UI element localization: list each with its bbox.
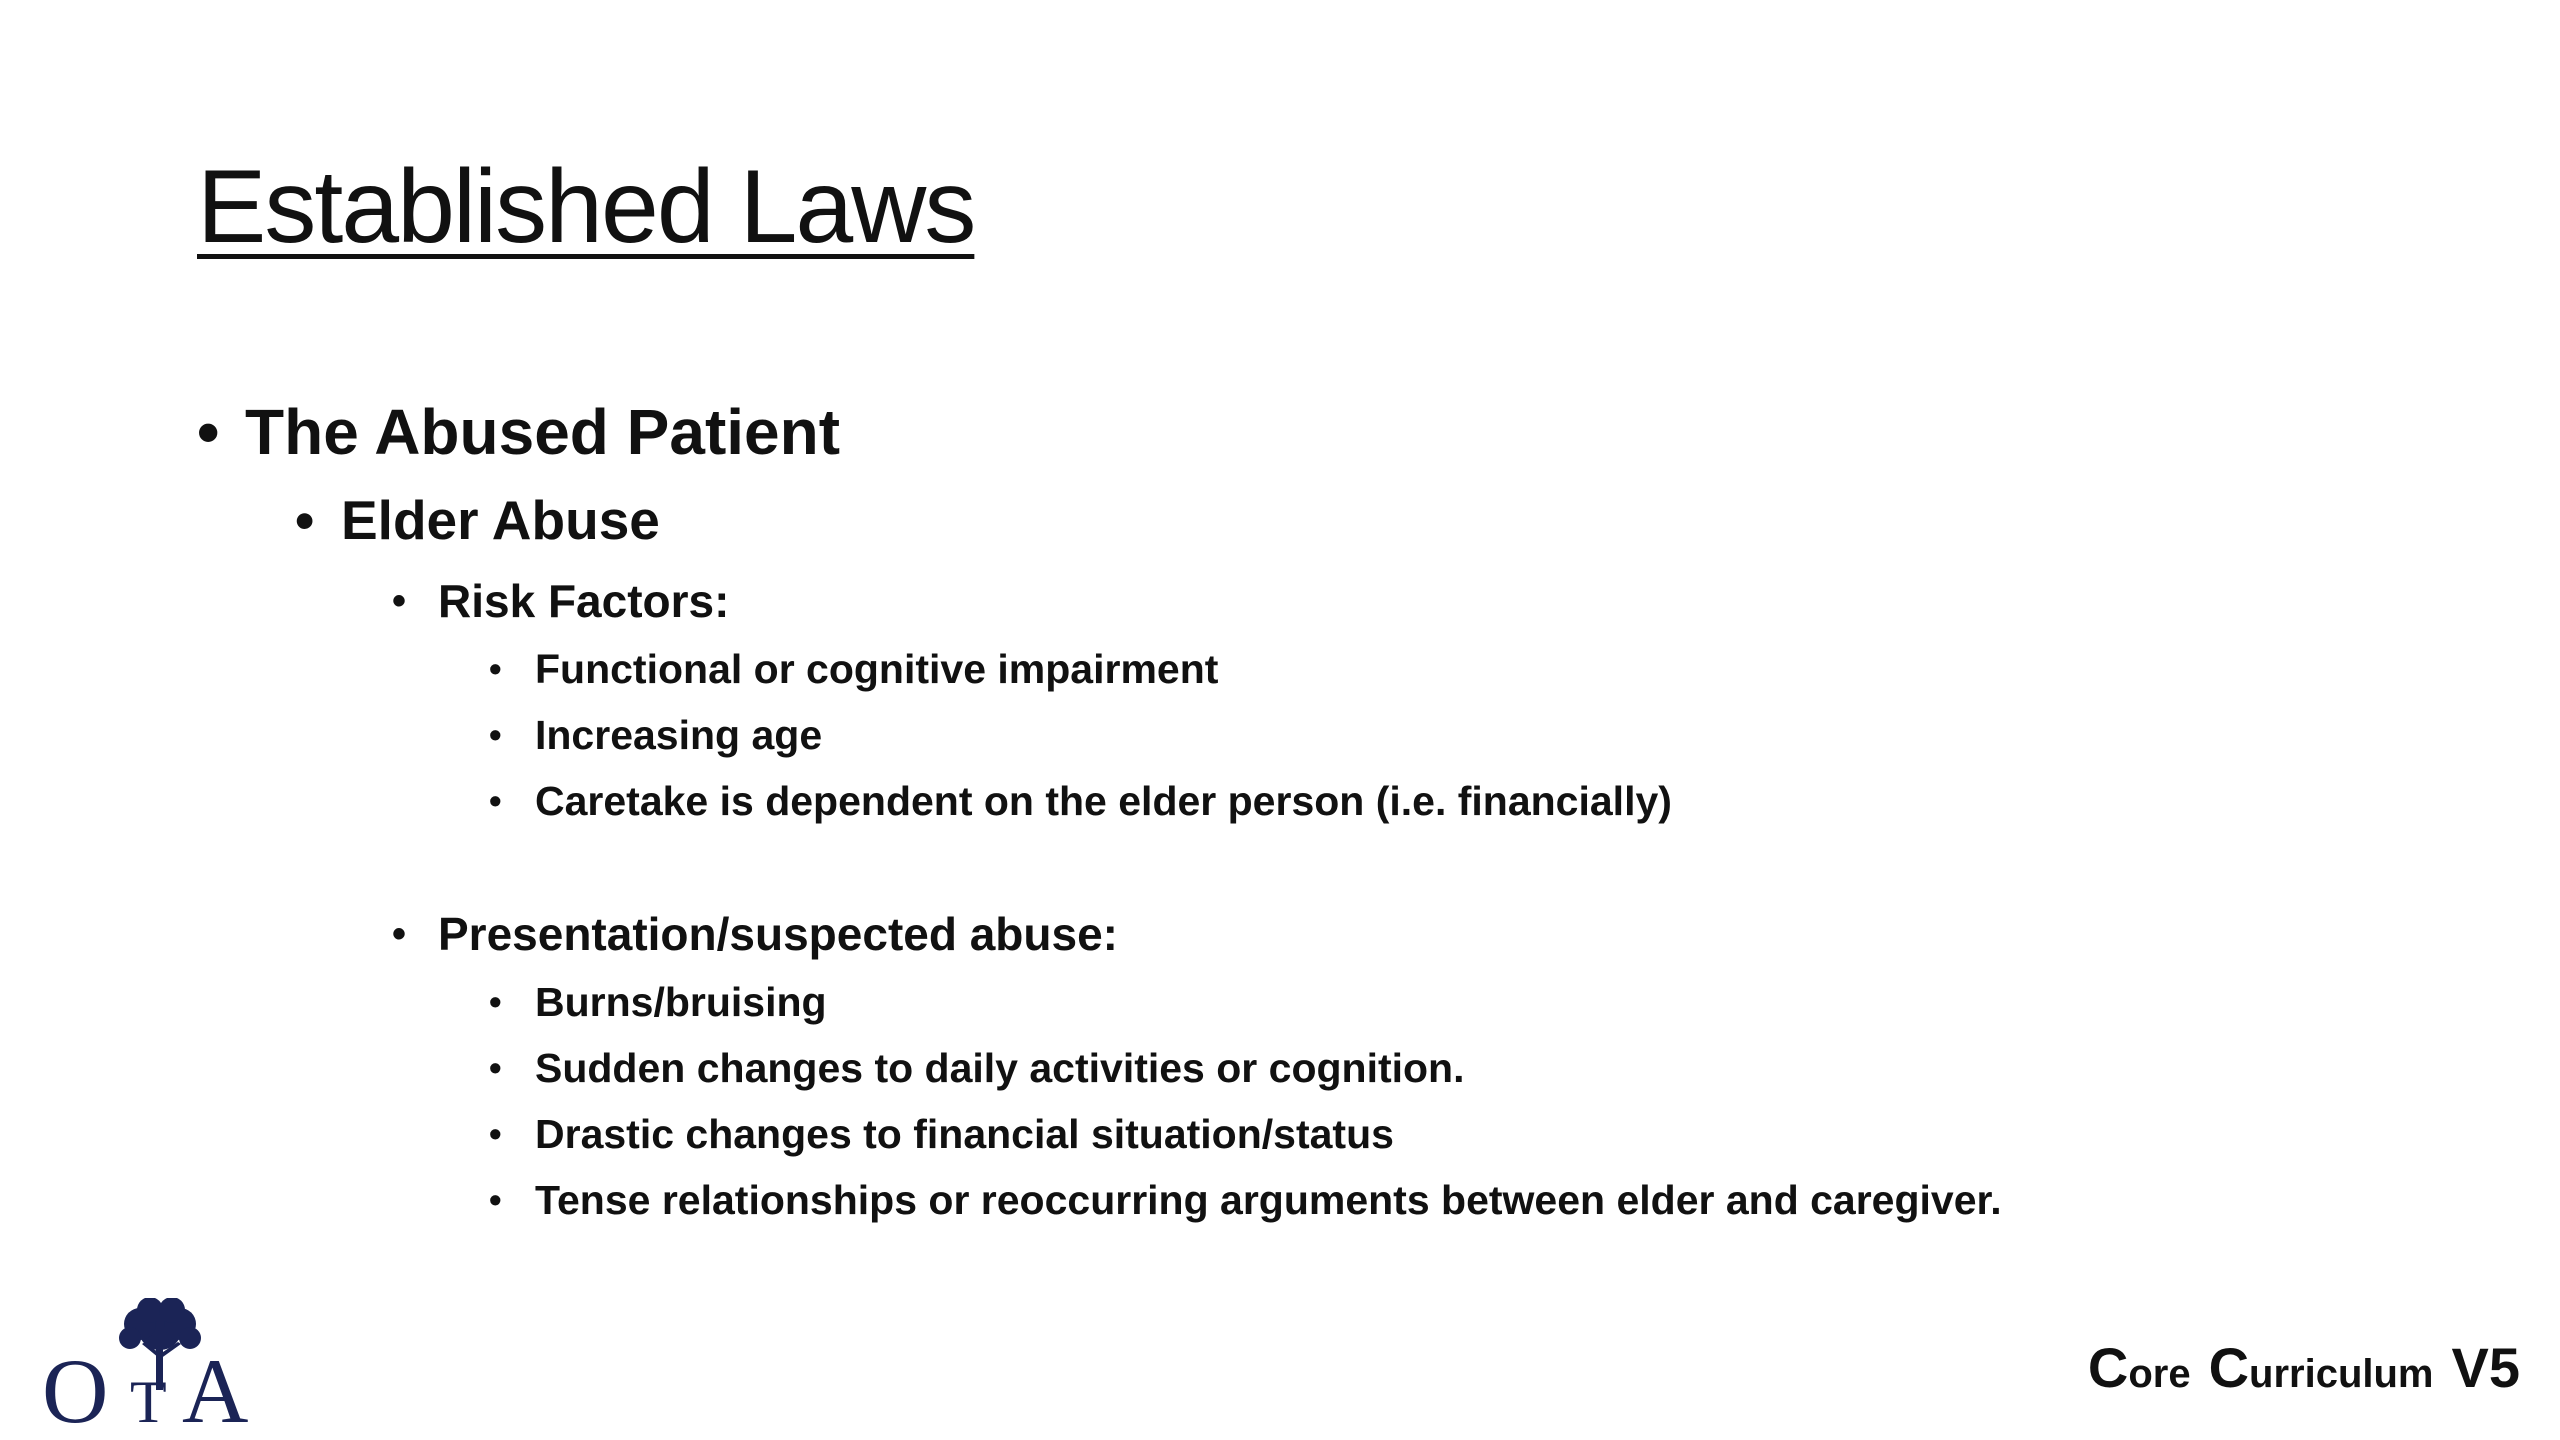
bullet-dot: • [489,981,502,1022]
bullet-level1 [197,392,840,472]
list-item [489,773,1672,829]
bullet-dot: • [489,714,502,755]
bullet-dot: • [489,1113,502,1154]
list-item [489,1040,1465,1096]
bullet-dot: • [392,912,407,956]
slide-title: Established Laws [197,149,975,265]
list-item [489,641,1218,697]
svg-text:T: T [130,1369,167,1430]
brand-c2-rest: urriculum [2249,1352,2434,1396]
list-item-text: Functional or cognitive impairment [535,646,1219,692]
bullet-dot: • [197,396,220,468]
svg-text:O: O [42,1340,109,1430]
bullet-dot: • [392,579,407,623]
list-item-text: Drastic changes to financial situation/status [535,1111,1394,1157]
list-item [489,707,822,763]
list-item-text: Increasing age [535,712,823,758]
bullet-dot: • [489,1047,502,1088]
svg-text:A: A [182,1340,249,1430]
risk-factors-heading [392,571,729,631]
list-item-text: Burns/bruising [535,979,827,1025]
bullet-level2-text: Elder Abuse [341,489,660,551]
list-item [489,974,827,1030]
brand-c1: C [2087,1336,2129,1399]
ota-logo [42,1298,252,1430]
core-curriculum-brand [2088,1335,2520,1400]
presentation-heading [392,904,1118,964]
bullet-dot: • [489,648,502,689]
bullet-dot: • [295,489,315,551]
brand-c1-rest: ore [2128,1352,2191,1396]
list-item-text: Caretake is dependent on the elder person (i.e. financially) [535,778,1672,824]
risk-factors-heading-text: Risk Factors: [438,575,730,627]
list-item [489,1172,2002,1228]
bullet-level2 [295,485,660,555]
list-item [489,1106,1394,1162]
brand-version: V5 [2451,1336,2520,1399]
brand-c2: C [2208,1336,2250,1399]
list-item-text: Sudden changes to daily activities or cognition. [535,1045,1465,1091]
presentation-heading-text: Presentation/suspected abuse: [438,908,1118,960]
bullet-dot: • [489,780,502,821]
list-item-text: Tense relationships or reoccurring arguments between elder and caregiver. [535,1177,2002,1223]
bullet-dot: • [489,1179,502,1220]
bullet-level1-text: The Abused Patient [245,396,841,468]
